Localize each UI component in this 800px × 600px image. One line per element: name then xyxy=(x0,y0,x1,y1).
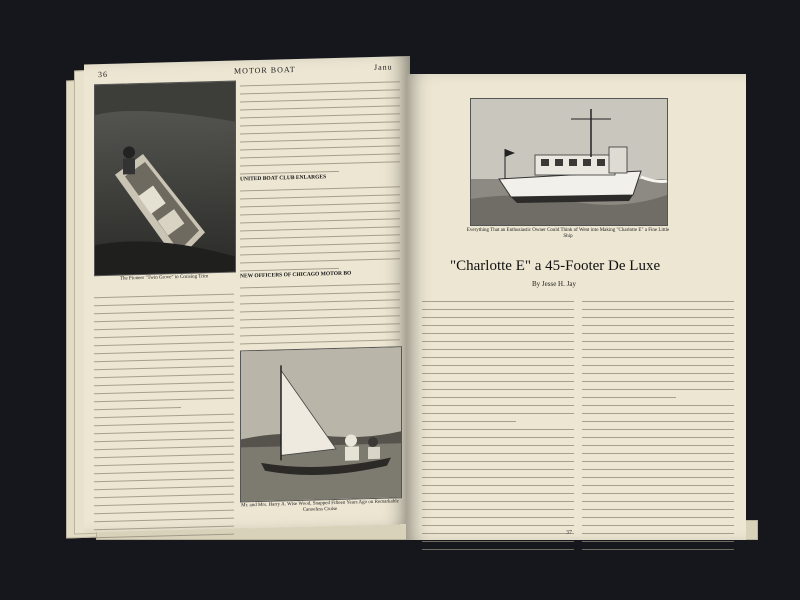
section-heading: NEW OFFICERS OF CHICAGO MOTOR BO xyxy=(240,270,352,280)
article-column-1 xyxy=(422,296,574,526)
running-head-date: Janu xyxy=(374,62,393,72)
photo-caption-cruiser: Everything That an Enthusiastic Owner Could Think of Went into Making "Charlotte E" a Fine Little Ship xyxy=(466,228,670,239)
page-number-right: 37 xyxy=(566,530,572,536)
running-head: MOTOR BOAT xyxy=(234,64,296,76)
photo-caption-top: The Pioneer "Twin Grove" in Cruising Trim xyxy=(119,274,209,282)
left-page xyxy=(84,56,410,533)
article-headline: "Charlotte E" a 45-Footer De Luxe xyxy=(450,258,661,274)
section-heading: UNITED BOAT CLUB ENLARGES xyxy=(240,174,327,183)
photo-caption-bottom: Mr. and Mrs. Harry A. Wise Wood, Snapped Fifteen Years Ago on Remarkable Canoeless Cruise xyxy=(241,499,399,513)
article-byline: By Jesse H. Jay xyxy=(532,280,576,288)
text-column-right xyxy=(240,76,400,340)
cruiser-photo xyxy=(470,98,668,226)
right-page xyxy=(406,74,746,540)
article-column-2 xyxy=(582,296,734,526)
canoe-photo xyxy=(240,346,402,502)
text-column-left xyxy=(94,289,234,523)
motorboat-photo xyxy=(94,81,236,277)
page-number-left: 36 xyxy=(98,69,108,80)
